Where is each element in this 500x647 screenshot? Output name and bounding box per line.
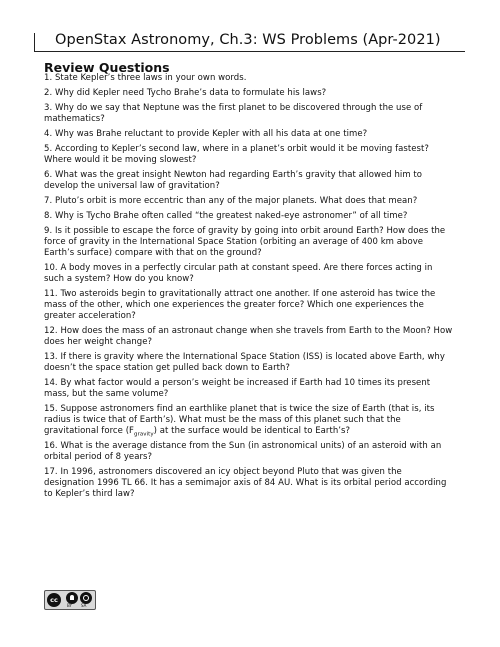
- question-8: [44, 211, 454, 222]
- page-title: OpenStax Astronomy, Ch.3: WS Problems (Apr-2021): [55, 32, 441, 48]
- question-number: 15.: [44, 404, 58, 414]
- question-text: Two asteroids begin to gravitationally attract one another. If one asteroid has twice the mass of the other, which one experiences the greater force? Which one experiences the greater acceleration?: [44, 289, 436, 321]
- question-15: [44, 404, 454, 437]
- question-number: 13.: [44, 352, 58, 362]
- cc-license-badge: [44, 590, 96, 610]
- question-2: [44, 88, 454, 99]
- gravity-subscript: gravity: [134, 431, 154, 438]
- question-14: [44, 378, 454, 400]
- question-text: What is the average distance from the Sun (in astronomical units) of an asteroid with an orbital period of 8 years?: [44, 441, 442, 462]
- question-number: 7.: [44, 196, 53, 206]
- cc-logo-icon: cc: [47, 593, 61, 607]
- question-text: Why do we say that Neptune was the first planet to be discovered through the use of mathematics?: [44, 103, 423, 124]
- question-4: [44, 129, 454, 140]
- question-number: 14.: [44, 378, 58, 388]
- question-number: 1.: [44, 73, 53, 83]
- question-number: 6.: [44, 170, 53, 180]
- question-text: If there is gravity where the International Space Station (ISS) is located above Earth, why doesn’t the space station get pulled back down to Earth?: [44, 352, 445, 373]
- question-10: [44, 263, 454, 285]
- question-13: [44, 352, 454, 374]
- section-heading: Review Questions: [44, 60, 170, 75]
- question-number: 5.: [44, 144, 53, 154]
- question-16: [44, 441, 454, 463]
- question-number: 4.: [44, 129, 53, 139]
- question-text: Why was Brahe reluctant to provide Kepler with all his data at one time?: [54, 129, 368, 139]
- question-text: How does the mass of an astronaut change when she travels from Earth to the Moon? How does her weight change?: [44, 326, 453, 347]
- question-list: [44, 73, 454, 504]
- question-text: Is it possible to escape the force of gravity by going into orbit around Earth? How does the force of gravity in the International Space Station (orbiting an average of 400 km above Earth’s surface) compare with that on the ground?: [44, 226, 446, 258]
- question-7: [44, 196, 454, 207]
- question-text: Pluto’s orbit is more eccentric than any of the major planets. What does that mean?: [54, 196, 418, 206]
- question-number: 12.: [44, 326, 58, 336]
- question-text: State Kepler’s three laws in your own words.: [54, 73, 247, 83]
- question-text: According to Kepler’s second law, where in a planet’s orbit would it be moving fastest? Where would it be moving slowest?: [44, 144, 429, 165]
- question-17: [44, 467, 454, 500]
- question-text: By what factor would a person’s weight be increased if Earth had 10 times its present mass, but the same volume?: [44, 378, 431, 399]
- question-12: [44, 326, 454, 348]
- question-11: [44, 289, 454, 322]
- question-number: 9.: [44, 226, 53, 236]
- question-text: In 1996, astronomers discovered an icy object beyond Pluto that was given the designation 1996 TL 66. It has a semimajor axis of 84 AU. What is its orbital period according to Kepler’s third law?: [44, 467, 447, 499]
- question-number: 16.: [44, 441, 58, 451]
- question-1: [44, 73, 454, 84]
- sa-label: SA: [81, 603, 87, 608]
- question-number: 3.: [44, 103, 53, 113]
- question-text: A body moves in a perfectly circular path at constant speed. Are there forces acting in such a system? How do you know?: [44, 263, 433, 284]
- question-text: What was the great insight Newton had regarding Earth’s gravity that allowed him to develop the universal law of gravitation?: [44, 170, 423, 191]
- question-6: [44, 170, 454, 192]
- question-number: 11.: [44, 289, 58, 299]
- by-label: BY: [67, 603, 72, 608]
- question-number: 2.: [44, 88, 53, 98]
- question-number: 17.: [44, 467, 58, 477]
- title-bar: [34, 33, 465, 52]
- question-text: Why did Kepler need Tycho Brahe’s data to formulate his laws?: [54, 88, 327, 98]
- question-text: Suppose astronomers find an earthlike planet that is twice the size of Earth (that is, its radius is twice that of Earth’s). What must be the mass of this planet such that the gravitational force $(F_{gravity})$ at the surface would be identical to Earth’s?: [44, 404, 435, 438]
- question-number: 10.: [44, 263, 58, 273]
- question-9: [44, 226, 454, 259]
- question-5: [44, 144, 454, 166]
- question-number: 8.: [44, 211, 53, 221]
- question-3: [44, 103, 454, 125]
- question-text: Why is Tycho Brahe often called “the greatest naked-eye astronomer” of all time?: [54, 211, 408, 221]
